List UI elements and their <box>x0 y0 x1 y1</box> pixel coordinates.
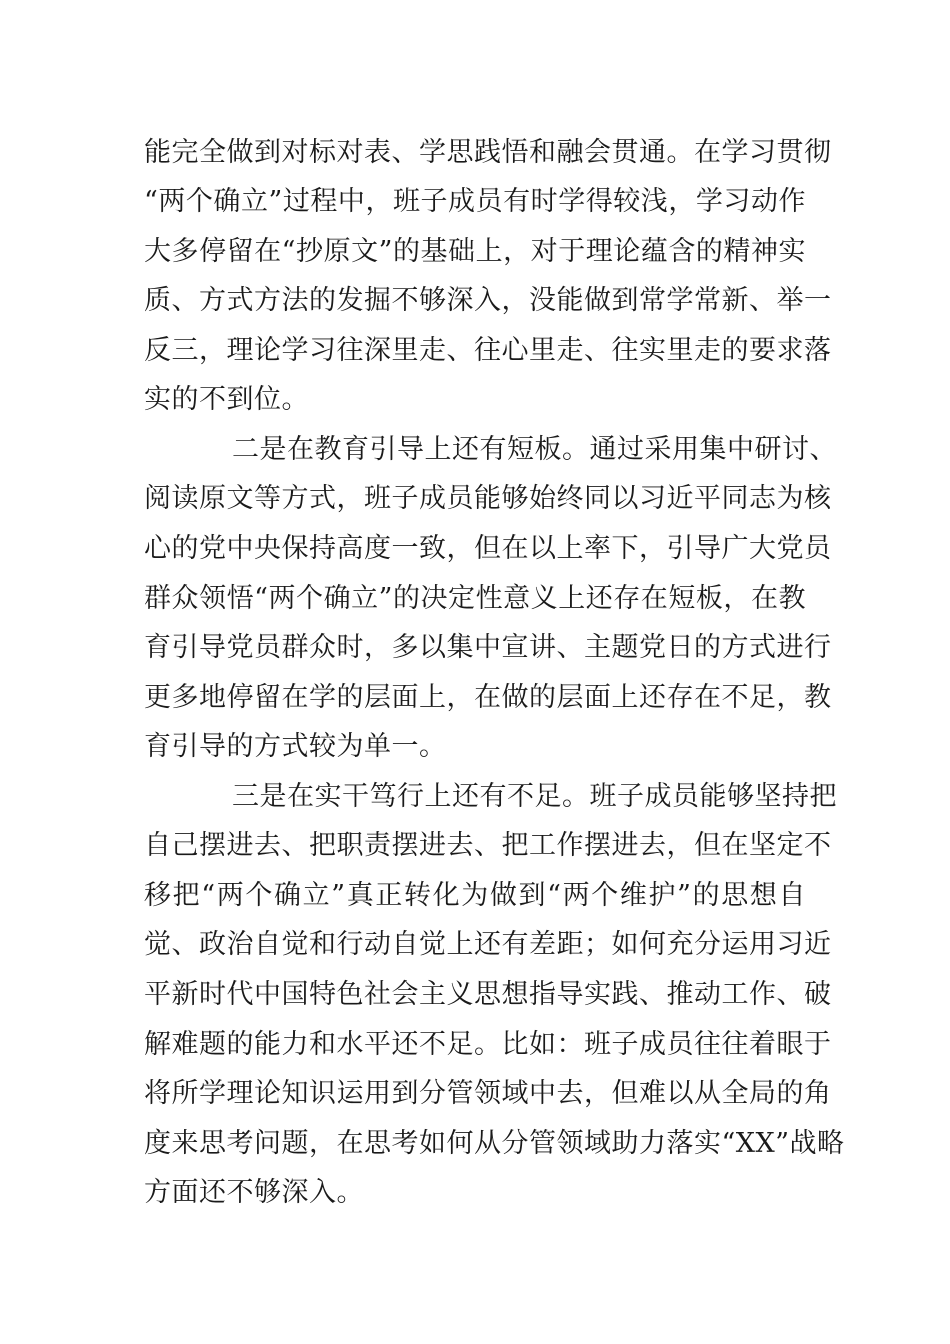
text-line: 方面还不够深入。 <box>144 1177 364 1208</box>
text-line: 大多停留在“抄原文”的基础上，对于理论蕴含的精神实 <box>144 236 806 267</box>
text-line: 实的不到位。 <box>144 384 309 415</box>
text-line: 群众领悟“两个确立”的决定性意义上还存在短板，在教 <box>144 583 806 614</box>
text-line: 平新时代中国特色社会主义思想指导实践、推动工作、破 <box>144 979 832 1010</box>
text-line: 阅读原文等方式，班子成员能够始终同以习近平同志为核 <box>144 483 832 514</box>
text-line: 更多地停留在学的层面上，在做的层面上还存在不足，教 <box>144 682 832 713</box>
text-line: 心的党中央保持高度一致，但在以上率下，引导广大党员 <box>144 533 832 564</box>
text-line: 反三，理论学习往深里走、往心里走、往实里走的要求落 <box>144 335 832 366</box>
text-line: 移把“两个确立”真正转化为做到“两个维护”的思想自 <box>144 880 806 911</box>
text-line: 觉、政治自觉和行动自觉上还有差距；如何充分运用习近 <box>144 929 832 960</box>
text-line: 育引导党员群众时，多以集中宣讲、主题党日的方式进行 <box>144 632 832 663</box>
paragraph-heading-line: 二是在教育引导上还有短板。通过采用集中研讨、 <box>232 434 837 465</box>
text-line: 将所学理论知识运用到分管领域中去，但难以从全局的角 <box>144 1078 832 1109</box>
text-line: 育引导的方式较为单一。 <box>144 731 447 762</box>
text-line: 解难题的能力和水平还不足。比如：班子成员往往着眼于 <box>144 1029 832 1060</box>
text-line: “两个确立”过程中，班子成员有时学得较浅，学习动作 <box>144 186 806 217</box>
text-line: 度来思考问题，在思考如何从分管领域助力落实“XX”战略 <box>144 1128 845 1159</box>
text-line: 能完全做到对标对表、学思践悟和融会贯通。在学习贯彻 <box>144 137 832 168</box>
text-line: 质、方式方法的发掘不够深入，没能做到常学常新、举一 <box>144 285 832 316</box>
paragraph-heading-line: 三是在实干笃行上还有不足。班子成员能够坚持把 <box>232 781 837 812</box>
text-line: 自己摆进去、把职责摆进去、把工作摆进去，但在坚定不 <box>144 830 832 861</box>
